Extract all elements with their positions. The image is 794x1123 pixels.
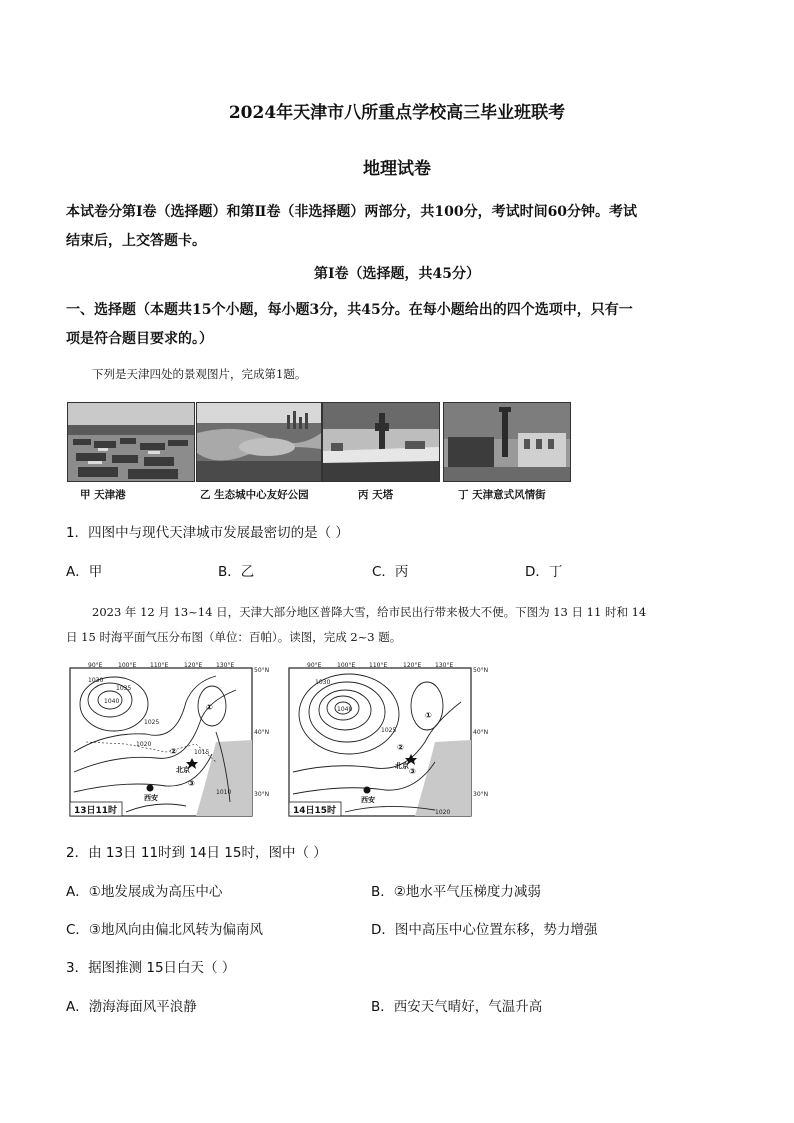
map2-isobar-label: 1040 xyxy=(337,706,353,713)
question-3: 3．据图推测 15日白天（ ） xyxy=(66,960,236,976)
photo-tianta-tower xyxy=(322,402,440,482)
q2-option-b[interactable]: B．②地水平气压梯度力减弱 xyxy=(371,884,541,900)
map2-marker-2: ② xyxy=(397,743,404,752)
photo-eco-city-park xyxy=(196,402,322,482)
map2-lon-label: 90°E xyxy=(307,662,322,669)
pressure-map-13th xyxy=(66,662,270,818)
section-instructions-line-2: 项是符合题目要求的。） xyxy=(66,331,213,347)
question-stem-1: 下列是天津四处的景观图片，完成第1题。 xyxy=(92,367,307,381)
map1-isobar-label: 1025 xyxy=(144,719,160,726)
map1-xian-dot-icon xyxy=(147,785,154,792)
q2-option-c[interactable]: C．③地风向由偏北风转为偏南风 xyxy=(66,922,264,938)
map1-isobar-label: 1015 xyxy=(194,749,210,756)
q1-option-c[interactable]: C．丙 xyxy=(372,564,409,580)
stem-2-line-2: 日 15 时海平面气压分布图（单位：百帕）。读图，完成 2~3 题。 xyxy=(66,630,402,644)
map1-isobar-label: 1030 xyxy=(88,677,104,684)
map2-isobar-label: 1020 xyxy=(435,809,451,816)
map1-lon-label: 90°E xyxy=(88,662,103,669)
photo-caption-ding: 丁 天津意式风情街 xyxy=(458,489,546,501)
map1-marker-2: ② xyxy=(170,747,177,756)
exam-subtitle: 地理试卷 xyxy=(363,159,431,179)
q3-option-a[interactable]: A．渤海海面风平浪静 xyxy=(66,999,197,1015)
q2-option-d[interactable]: D．图中高压中心位置东移，势力增强 xyxy=(371,922,598,938)
map1-lon-label: 100°E xyxy=(118,662,137,669)
pressure-map-14th xyxy=(285,662,489,818)
map2-lat-label: 50°N xyxy=(473,667,489,674)
map2-lat-label: 30°N xyxy=(473,791,489,798)
photo-tianjin-port xyxy=(67,402,195,482)
map1-lon-label: 110°E xyxy=(150,662,169,669)
map1-isobar-label: 1020 xyxy=(136,741,152,748)
q1-option-b[interactable]: B．乙 xyxy=(218,564,255,580)
intro-paragraph xyxy=(66,198,731,256)
map2-place-beijing: 北京 xyxy=(395,762,409,770)
section-instructions-line-1: 一、选择题（本题共15个小题，每小题3分，共45分。在每小题给出的四个选项中，只有一 xyxy=(66,302,633,318)
map1-lat-label: 30°N xyxy=(254,791,270,798)
map1-place-beijing: 北京 xyxy=(176,766,190,774)
map2-marker-1: ① xyxy=(425,711,432,720)
map1-isobar-label: 1040 xyxy=(104,698,120,705)
map2-lat-label: 40°N xyxy=(473,729,489,736)
q1-option-a[interactable]: A．甲 xyxy=(66,564,103,580)
map2-isobar-label: 1025 xyxy=(381,727,397,734)
map2-lon-label: 130°E xyxy=(435,662,454,669)
photo-caption-jia: 甲 天津港 xyxy=(80,489,126,501)
q1-option-d[interactable]: D．丁 xyxy=(525,564,563,580)
map2-lon-label: 110°E xyxy=(369,662,388,669)
map1-lon-label: 120°E xyxy=(184,662,203,669)
map1-marker-1: ① xyxy=(206,703,213,712)
map1-place-xian: 西安 xyxy=(144,794,158,802)
question-1: 1．四图中与现代天津城市发展最密切的是（ ） xyxy=(66,525,349,541)
section-title: 第Ⅰ卷（选择题，共45分） xyxy=(313,266,481,282)
map2-lon-label: 120°E xyxy=(403,662,422,669)
map2-time-label: 14日15时 xyxy=(293,806,337,816)
photo-italian-style-street xyxy=(443,402,571,482)
q3-option-b[interactable]: B．西安天气晴好，气温升高 xyxy=(371,999,543,1015)
map2-place-xian: 西安 xyxy=(361,796,375,804)
map1-marker-3: ③ xyxy=(188,779,195,788)
map1-isobar-label: 1010 xyxy=(216,789,232,796)
map1-lat-label: 50°N xyxy=(254,667,270,674)
map2-marker-3: ③ xyxy=(409,767,416,776)
photo-caption-yi: 乙 生态城中心友好公园 xyxy=(200,489,309,501)
map1-isobar-label: 1035 xyxy=(116,685,132,692)
question-stem-2 xyxy=(66,600,736,650)
q2-option-a[interactable]: A．①地发展成为高压中心 xyxy=(66,884,223,900)
map2-xian-dot-icon xyxy=(364,787,371,794)
map1-time-label: 13日11时 xyxy=(74,806,118,816)
intro-line-2: 结束后，上交答题卡。 xyxy=(66,233,206,249)
map1-lat-label: 40°N xyxy=(254,729,270,736)
intro-line-1: 本试卷分第Ⅰ卷（选择题）和第Ⅱ卷（非选择题）两部分，共100分，考试时间60分钟。考试 xyxy=(66,204,638,220)
stem-2-line-1: 2023 年 12 月 13~14 日，天津大部分地区普降大雪，给市民出行带来极大不便。下图为 13 日 11 时和 14 xyxy=(92,605,647,619)
exam-title: 2024年天津市八所重点学校高三毕业班联考 xyxy=(228,103,566,123)
photo-caption-bing: 丙 天塔 xyxy=(358,489,394,501)
map2-lon-label: 100°E xyxy=(337,662,356,669)
question-2: 2．由 13日 11时到 14日 15时，图中（ ） xyxy=(66,845,327,861)
map2-isobar-label: 1030 xyxy=(315,679,331,686)
map1-lon-label: 130°E xyxy=(216,662,235,669)
section-instructions xyxy=(66,296,731,354)
